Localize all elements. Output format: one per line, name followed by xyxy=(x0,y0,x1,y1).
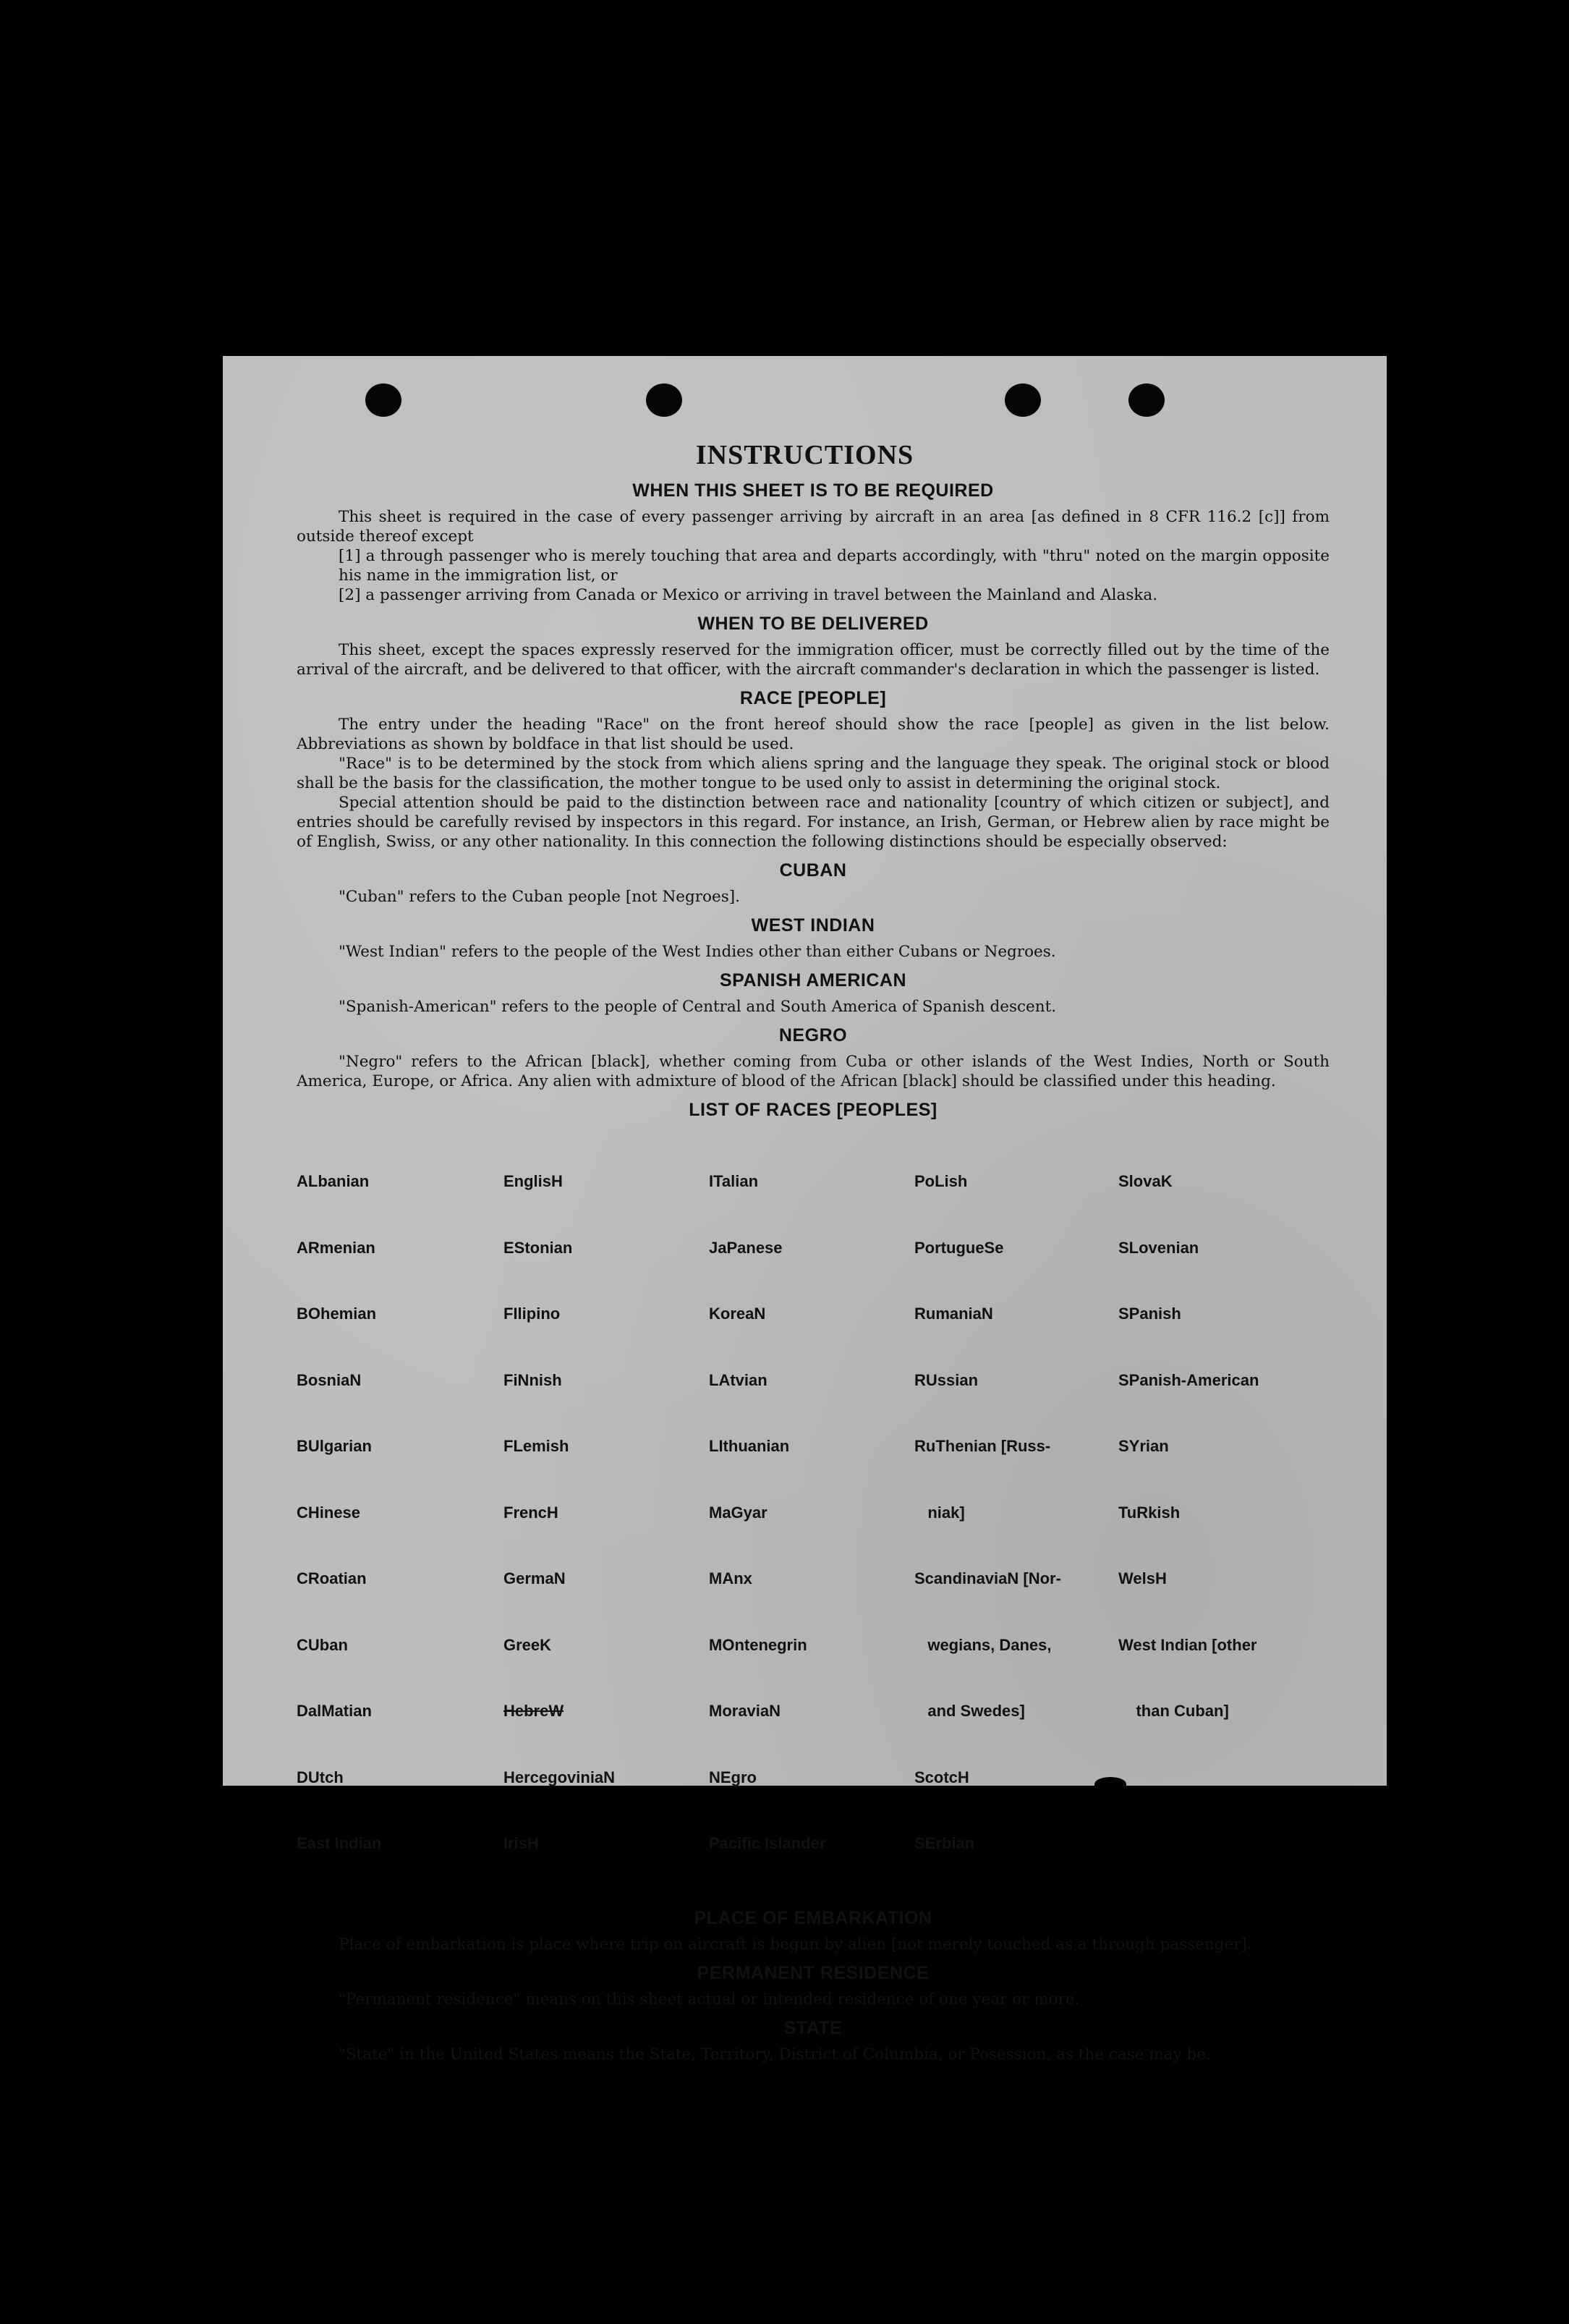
list-item: PoLish xyxy=(914,1172,968,1190)
spanish-american-text: "Spanish-American" refers to the people of Central and South America of Spanish descent. xyxy=(339,998,1057,1016)
list-item: Pacific Islander xyxy=(709,1834,826,1852)
list-item: RuThenian [Russ- xyxy=(914,1437,1051,1455)
list-item: WelsH xyxy=(1118,1569,1167,1587)
list-item: wegians, Danes, xyxy=(914,1635,1052,1654)
heading-delivered: WHEN TO BE DELIVERED xyxy=(697,614,929,634)
list-item: BosniaN xyxy=(297,1370,362,1389)
list-item: SPanish xyxy=(1118,1305,1181,1323)
list-item: ALbanian xyxy=(297,1172,370,1190)
list-item: FIlipino xyxy=(503,1305,561,1323)
heading-list-of-races: LIST OF RACES [PEOPLES] xyxy=(689,1100,937,1120)
list-item: LAtvian xyxy=(709,1370,768,1389)
state-text: "State" in the United States means the State, Territory, District of Columbia, or Posession, as the case may be. xyxy=(339,2045,1211,2064)
torn-edge xyxy=(1094,1777,1126,1791)
instructions-body xyxy=(297,472,1330,2064)
heading-permanent-residence: PERMANENT RESIDENCE xyxy=(697,1962,930,1983)
race-paragraph-3: Special attention should be paid to the distinction between race and nationality [country of which citizen or subject], and entries should be carefully revised by inspectors in this regard. For instance, an Irish, German, or Hebrew alien by race might be of English, Swiss, or any other nationality. In this connection the following distinctions should be especially observed: xyxy=(297,794,1330,851)
list-item: PortugueSe xyxy=(914,1238,1004,1257)
list-item: FrencH xyxy=(503,1503,558,1522)
list-item: East Indian xyxy=(297,1834,382,1852)
list-item: MOntenegrin xyxy=(709,1635,807,1654)
list-item: EStonian xyxy=(503,1238,573,1257)
list-item: MaGyar xyxy=(709,1503,768,1522)
race-column-3 xyxy=(709,1127,914,1899)
punch-hole xyxy=(1128,383,1165,417)
list-item: BUlgarian xyxy=(297,1437,372,1455)
list-item: SErbian xyxy=(914,1834,975,1852)
heading-state: STATE xyxy=(783,2017,843,2038)
punch-hole xyxy=(1005,383,1041,417)
list-item: CUban xyxy=(297,1635,348,1654)
heading-required: WHEN THIS SHEET IS TO BE REQUIRED xyxy=(632,480,994,501)
heading-embarkation: PLACE OF EMBARKATION xyxy=(694,1907,932,1928)
race-column-1 xyxy=(297,1127,503,1899)
heading-west-indian: WEST INDIAN xyxy=(751,915,875,936)
west-indian-text: "West Indian" refers to the people of the West Indies other than either Cubans or Negroes. xyxy=(339,943,1056,961)
list-item: LIthuanian xyxy=(709,1437,790,1455)
list-item: SLovenian xyxy=(1118,1238,1199,1257)
heading-cuban: CUBAN xyxy=(779,860,847,881)
list-item: RUssian xyxy=(914,1370,979,1389)
required-item-2: [2] a passenger arriving from Canada or Mexico or arriving in travel between the Mainland and Alaska. xyxy=(339,586,1158,604)
race-paragraph-1: The entry under the heading "Race" on the front hereof should show the race [people] as given in the list below. Abbreviations as shown by boldface in that list should be used. xyxy=(297,716,1330,753)
cuban-text: "Cuban" refers to the Cuban people [not Negroes]. xyxy=(339,888,740,906)
delivered-text: This sheet, except the spaces expressly reserved for the immigration officer, must be correctly filled out by the time of the arrival of the aircraft, and be delivered to that officer, with the aircraft commander's declaration in which the passenger is listed. xyxy=(297,641,1330,679)
required-intro: This sheet is required in the case of every passenger arriving by aircraft in an area [as defined in 8 CFR 116.2 [c]] from outside thereof except xyxy=(297,508,1330,546)
list-item: EnglisH xyxy=(503,1172,563,1190)
required-item-1: [1] a through passenger who is merely touching that area and departs accordingly, with "thru" noted on the margin opposite his name in the immigration list, or xyxy=(339,547,1330,585)
list-item: HercegoviniaN xyxy=(503,1768,616,1786)
heading-negro: NEGRO xyxy=(778,1025,848,1046)
list-item: CHinese xyxy=(297,1503,361,1522)
race-column-4 xyxy=(914,1127,1118,1899)
race-column-2 xyxy=(503,1127,709,1899)
page-title: INSTRUCTIONS xyxy=(695,440,914,470)
list-item: KoreaN xyxy=(709,1305,766,1323)
list-item: BOhemian xyxy=(297,1305,377,1323)
list-item: FLemish xyxy=(503,1437,569,1455)
list-item: JaPanese xyxy=(709,1238,783,1257)
list-item: MAnx xyxy=(709,1569,752,1587)
list-item: RumaniaN xyxy=(914,1305,993,1323)
punch-hole xyxy=(646,383,682,417)
heading-spanish-american: SPANISH AMERICAN xyxy=(719,970,906,991)
race-paragraph-2: "Race" is to be determined by the stock from which aliens spring and the language they speak. The original stock or blood shall be the basis for the classification, the mother tongue to be used only to assist in determining the original stock. xyxy=(297,755,1330,792)
list-item: NEgro xyxy=(709,1768,757,1786)
list-item: ARmenian xyxy=(297,1238,375,1257)
list-item: ITalian xyxy=(709,1172,759,1190)
list-item-struck: HebreW xyxy=(503,1702,564,1720)
list-item: DUtch xyxy=(297,1768,344,1786)
race-column-5 xyxy=(1118,1127,1330,1899)
list-item: CRoatian xyxy=(297,1569,367,1587)
list-item: ScandinaviaN [Nor- xyxy=(914,1569,1061,1587)
list-item: and Swedes] xyxy=(914,1702,1025,1720)
heading-race: RACE [PEOPLE] xyxy=(739,688,887,708)
list-item: DalMatian xyxy=(297,1702,372,1720)
list-item: TuRkish xyxy=(1118,1503,1181,1522)
list-item: MoraviaN xyxy=(709,1702,781,1720)
list-item: FiNnish xyxy=(503,1370,562,1389)
list-item: GermaN xyxy=(503,1569,566,1587)
list-item: GreeK xyxy=(503,1635,552,1654)
instruction-sheet xyxy=(223,356,1387,2064)
race-list xyxy=(297,1127,1330,1899)
list-item: West Indian [other xyxy=(1118,1635,1257,1654)
embarkation-text: Place of embarkation is place where trip on aircraft is begun by alien [not merely touched as a through passenger]. xyxy=(339,1935,1252,1954)
list-item: ScotcH xyxy=(914,1768,969,1786)
residence-text: "Permanent residence" means on this sheet actual or intended residence of one year or more. xyxy=(339,1990,1080,2009)
list-item: niak] xyxy=(914,1503,965,1522)
list-item: IrisH xyxy=(503,1834,539,1852)
list-item: SYrian xyxy=(1118,1437,1169,1455)
punch-hole xyxy=(365,383,401,417)
list-item: SPanish-American xyxy=(1118,1370,1259,1389)
list-item: than Cuban] xyxy=(1118,1702,1229,1720)
negro-text: "Negro" refers to the African [black], whether coming from Cuba or other islands of the West Indies, North or South America, Europe, or Africa. Any alien with admixture of blood of the African [black] should be classified under this heading. xyxy=(297,1053,1330,1090)
list-item: SlovaK xyxy=(1118,1172,1173,1190)
